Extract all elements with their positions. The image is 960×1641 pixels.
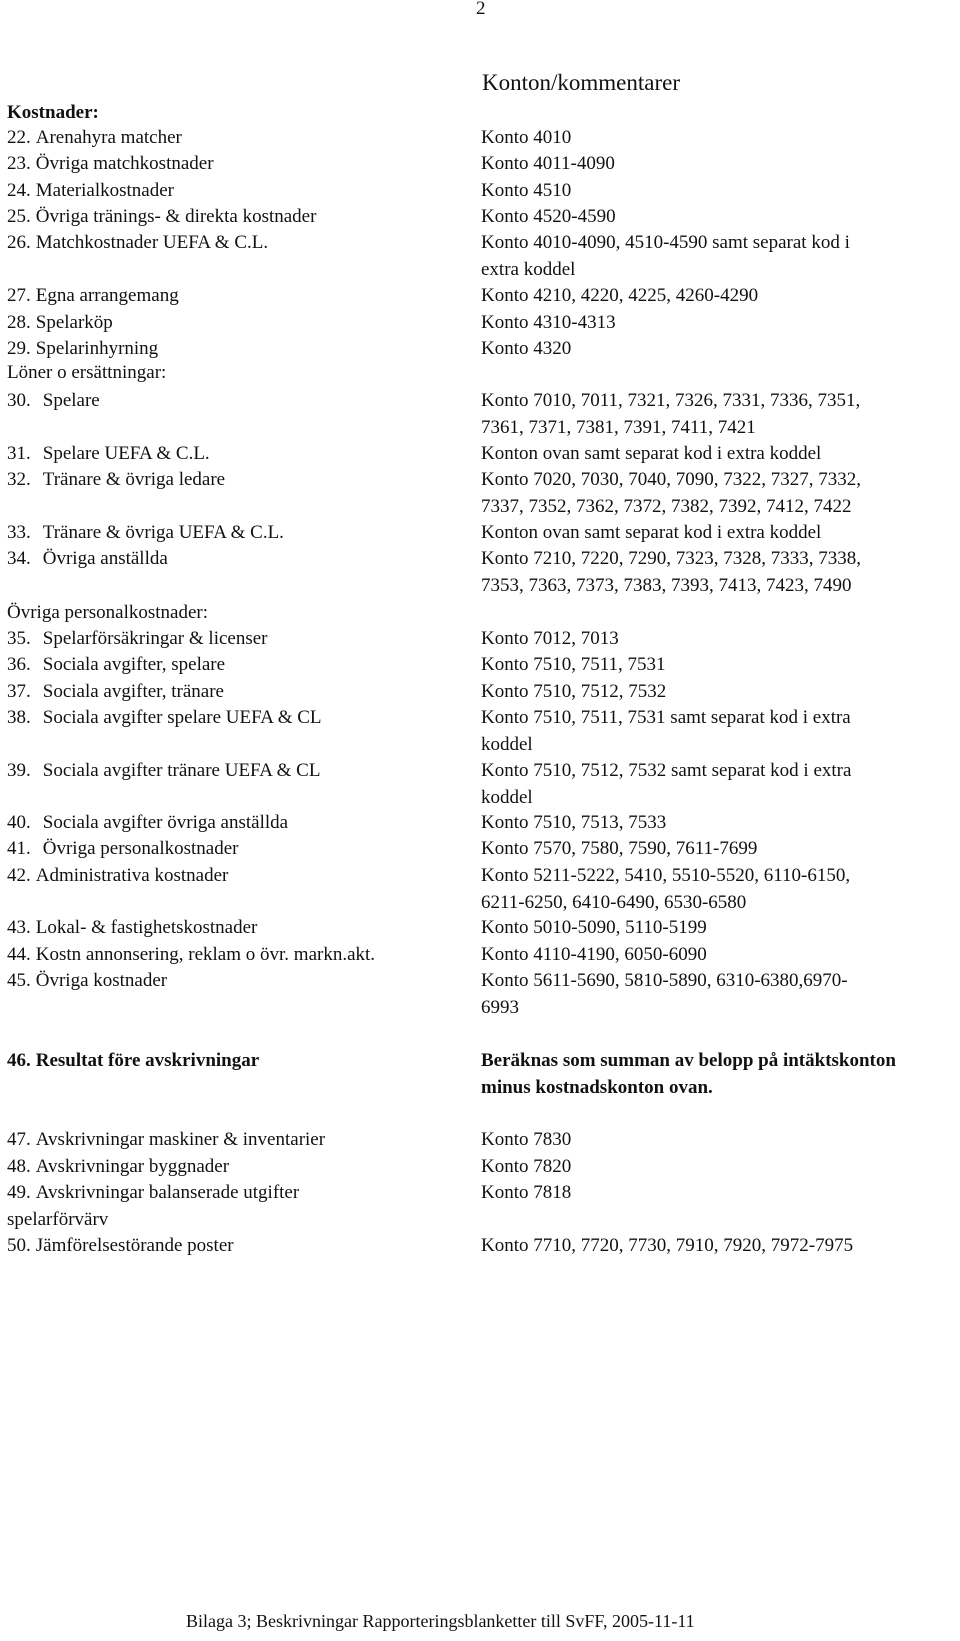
row-label-text: Administrativa kostnader: [35, 865, 229, 886]
row-label-text: Spelare: [42, 390, 100, 411]
row-number: 31.: [7, 443, 31, 464]
row-label: [7, 941, 477, 968]
row-account-value: Konto 4010: [481, 127, 572, 148]
row-number: 30.: [7, 390, 31, 411]
row-label: [7, 466, 477, 493]
row-label: [7, 519, 477, 546]
row-account-value: Beräknas som summan av belopp på intäktskonton minus kostnadskonton ovan.: [481, 1050, 896, 1098]
row-account-value: Konto 7012, 7013: [481, 628, 619, 649]
row-number: 25.: [7, 206, 31, 227]
row-number: 45.: [7, 970, 31, 991]
row-number: 33.: [7, 522, 31, 543]
row-label-text: Övriga kostnader: [35, 970, 168, 991]
row-label: [7, 862, 477, 889]
row-label: [7, 967, 477, 994]
row-number: 28.: [7, 312, 31, 333]
row-label: [7, 704, 477, 731]
row-number: 50.: [7, 1235, 31, 1256]
section-heading-ovriga-personal: Övriga personalkostnader:: [7, 602, 209, 623]
row-number: 47.: [7, 1129, 31, 1150]
page-number: 2: [476, 0, 486, 19]
row-label: [7, 229, 477, 256]
row-account-value: Konto 4210, 4220, 4225, 4260-4290: [481, 285, 759, 306]
row-number: 24.: [7, 180, 31, 201]
row-number: 41.: [7, 838, 31, 859]
row-label-text: Tränare & övriga UEFA & C.L.: [42, 522, 284, 543]
row-account-value: Konto 4520-4590: [481, 206, 616, 227]
row-label-text: Jämförelsestörande poster: [35, 1235, 234, 1256]
row-account-value: Konto 7710, 7720, 7730, 7910, 7920, 7972-7975: [481, 1235, 854, 1256]
row-label-text: Övriga tränings- & direkta kostnader: [35, 206, 317, 227]
row-label: [7, 545, 477, 572]
row-account-value: Konto 7510, 7512, 7532: [481, 681, 667, 702]
row-label: [7, 651, 477, 678]
row-number: 46.: [7, 1050, 31, 1071]
row-account-value: Konto 4310-4313: [481, 312, 616, 333]
row-number: 39.: [7, 760, 31, 781]
row-account-value: Konto 4320: [481, 338, 572, 359]
row-label-text: Lokal- & fastighetskostnader: [35, 917, 258, 938]
row-label: [7, 1126, 477, 1153]
row-number: 37.: [7, 681, 31, 702]
row-label: [7, 177, 477, 204]
column-heading: Konton/kommentarer: [482, 70, 681, 95]
row-number: 35.: [7, 628, 31, 649]
row-account-value: Konto 4011-4090: [481, 153, 615, 174]
row-label: [7, 1179, 477, 1233]
row-label: [7, 203, 477, 230]
row-label-text: Avskrivningar byggnader: [35, 1156, 230, 1177]
row-label-text: Spelarköp: [35, 312, 113, 333]
row-label-text: Resultat före avskrivningar: [35, 1050, 260, 1071]
row-account-value: Konto 7210, 7220, 7290, 7323, 7328, 7333, 7338, 7353, 7363, 7373, 7383, 7393, 7413, 7423, 7490: [481, 548, 861, 596]
row-label: [7, 440, 477, 467]
section-heading-loner: Löner o ersättningar:: [7, 362, 167, 383]
row-account-value: Konto 7818: [481, 1182, 572, 1203]
section-heading-kostnader: Kostnader:: [7, 102, 99, 123]
row-label-text: Sociala avgifter, tränare: [42, 681, 224, 702]
row-label-text: Övriga personalkostnader: [42, 838, 239, 859]
row-label-text: Sociala avgifter tränare UEFA & CL: [42, 760, 321, 781]
row-label-text: Kostn annonsering, reklam o övr. markn.akt.: [35, 944, 376, 965]
row-label-text: Egna arrangemang: [35, 285, 179, 306]
row-account-value: Konton ovan samt separat kod i extra koddel: [481, 522, 822, 543]
row-label: [7, 835, 477, 862]
row-label-text: Sociala avgifter, spelare: [42, 654, 226, 675]
row-number: 36.: [7, 654, 31, 675]
row-label-text: Avskrivningar maskiner & inventarier: [35, 1129, 326, 1150]
row-number: 34.: [7, 548, 31, 569]
row-number: 32.: [7, 469, 31, 490]
row-label: [7, 1153, 477, 1180]
row-label-text: Övriga anställda: [42, 548, 168, 569]
row-label-text: Materialkostnader: [35, 180, 174, 201]
row-account-value: Konto 7510, 7511, 7531 samt separat kod i extra koddel: [481, 707, 851, 755]
row-label: [7, 387, 477, 414]
row-account-value: Konton ovan samt separat kod i extra koddel: [481, 443, 822, 464]
row-number: 29.: [7, 338, 31, 359]
row-account-value: Konto 4010-4090, 4510-4590 samt separat kod i extra koddel: [481, 232, 850, 280]
row-account-value: Konto 7820: [481, 1156, 572, 1177]
footer-text: Bilaga 3; Beskrivningar Rapporteringsblanketter till SvFF, 2005-11-11: [186, 1611, 695, 1631]
row-label-text: Tränare & övriga ledare: [42, 469, 226, 490]
row-label-text: Sociala avgifter övriga anställda: [42, 812, 289, 833]
row-label: [7, 914, 477, 941]
row-label: [7, 809, 477, 836]
row-label: [7, 124, 477, 151]
row-label-text: Avskrivningar balanserade utgifter spelarförvärv: [7, 1182, 300, 1230]
row-account-value: Konto 4110-4190, 6050-6090: [481, 944, 707, 965]
row-label: [7, 625, 477, 652]
row-number: 23.: [7, 153, 31, 174]
row-account-value: Konto 7570, 7580, 7590, 7611-7699: [481, 838, 758, 859]
row-label-text: Matchkostnader UEFA & C.L.: [35, 232, 269, 253]
row-label-text: Arenahyra matcher: [35, 127, 182, 148]
row-account-value: Konto 5611-5690, 5810-5890, 6310-6380,6970- 6993: [481, 970, 848, 1018]
row-label: [7, 1232, 477, 1259]
row-number: 26.: [7, 232, 31, 253]
row-label-text: Sociala avgifter spelare UEFA & CL: [42, 707, 322, 728]
row-account-value: Konto 4510: [481, 180, 572, 201]
row-account-value: Konto 7510, 7511, 7531: [481, 654, 666, 675]
row-label: [7, 335, 477, 362]
row-label-text: Spelare UEFA & C.L.: [42, 443, 210, 464]
row-account-value: Konto 7020, 7030, 7040, 7090, 7322, 7327, 7332, 7337, 7352, 7362, 7372, 7382, 7392, 7412, 7422: [481, 469, 861, 517]
row-label: [7, 757, 477, 784]
row-account-value: Konto 7510, 7512, 7532 samt separat kod i extra koddel: [481, 760, 852, 808]
row-number: 49.: [7, 1182, 31, 1203]
row-label: [7, 309, 477, 336]
row-account-value: Konto 5010-5090, 5110-5199: [481, 917, 707, 938]
row-label: [7, 1047, 477, 1074]
row-label: [7, 150, 477, 177]
row-number: 27.: [7, 285, 31, 306]
row-number: 40.: [7, 812, 31, 833]
row-account-value: Konto 7010, 7011, 7321, 7326, 7331, 7336, 7351, 7361, 7371, 7381, 7391, 7411, 7421: [481, 390, 861, 438]
row-label-text: Spelarförsäkringar & licenser: [42, 628, 268, 649]
row-label-text: Spelarinhyrning: [35, 338, 159, 359]
row-number: 43.: [7, 917, 31, 938]
row-label: [7, 678, 477, 705]
row-account-value: Konto 7510, 7513, 7533: [481, 812, 667, 833]
row-number: 38.: [7, 707, 31, 728]
row-number: 48.: [7, 1156, 31, 1177]
row-account-value: Konto 7830: [481, 1129, 572, 1150]
row-label-text: Övriga matchkostnader: [35, 153, 214, 174]
row-number: 42.: [7, 865, 31, 886]
row-number: 22.: [7, 127, 31, 148]
row-account-value: Konto 5211-5222, 5410, 5510-5520, 6110-6150, 6211-6250, 6410-6490, 6530-6580: [481, 865, 851, 913]
row-number: 44.: [7, 944, 31, 965]
row-label: [7, 282, 477, 309]
